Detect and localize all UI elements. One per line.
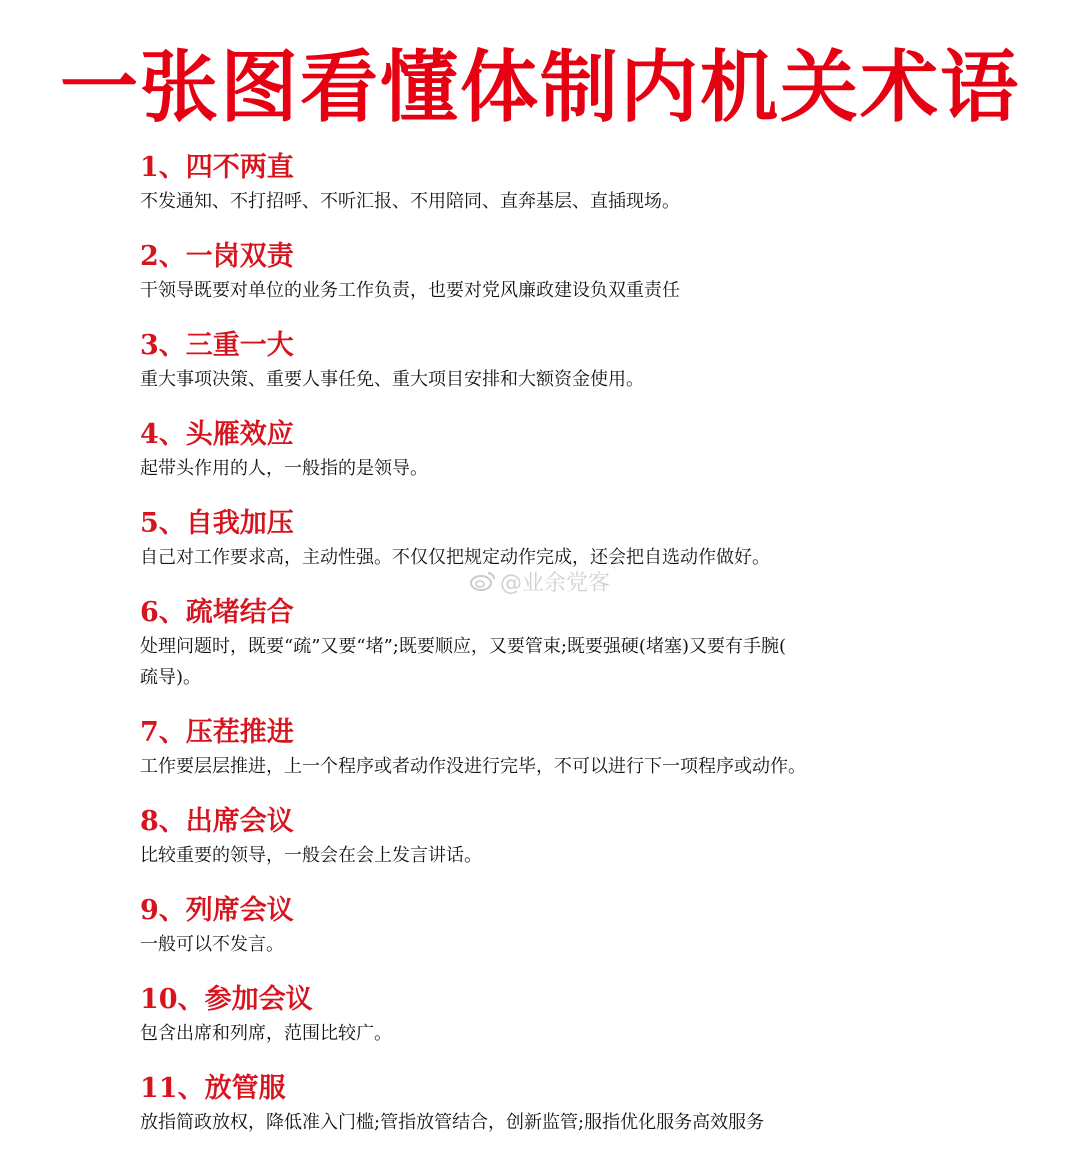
term-description: 重大事项决策、重要人事任免、重大项目安排和大额资金使用。 [140,369,644,390]
term-list [140,150,940,1151]
term-item [140,328,940,417]
term-description: 工作要层层推进，上一个程序或者动作没进行完毕，不可以进行下一项程序或动作。 [140,756,806,777]
page-title: 一张图看懂体制内机关术语 [59,43,1020,133]
term-heading: 3、三重一大 [140,330,294,361]
term-heading: 2、一岗双责 [140,241,294,272]
term-description: 自己对工作要求高，主动性强。不仅仅把规定动作完成，还会把自选动作做好。 [140,547,770,568]
term-description: 起带头作用的人，一般指的是领导。 [140,458,428,479]
term-heading: 6、疏堵结合 [140,597,294,628]
term-heading: 11、放管服 [140,1073,286,1104]
watermark [470,566,610,597]
term-heading: 10、参加会议 [140,984,313,1015]
term-heading: 7、压茬推进 [140,717,294,748]
term-item [140,982,940,1071]
term-heading: 1、四不两直 [140,152,294,183]
term-item [140,595,940,715]
term-heading: 4、头雁效应 [140,419,294,450]
term-description: 一般可以不发言。 [140,934,284,955]
term-description: 放指简政放权，降低准入门槛;管指放管结合，创新监管;服指优化服务高效服务 [140,1112,765,1133]
term-heading: 8、出席会议 [140,806,294,837]
term-heading: 5、自我加压 [140,508,294,539]
term-item [140,239,940,328]
term-item [140,417,940,506]
term-description: 处理问题时，既要“疏”又要“堵”;既要顺应，又要管束;既要强硬(堵塞)又要有手腕( 疏导)。 [140,636,787,688]
term-description: 比较重要的领导，一般会在会上发言讲话。 [140,845,482,866]
term-heading: 9、列席会议 [140,895,294,926]
term-description: 干领导既要对单位的业务工作负责，也要对党风廉政建设负双重责任 [140,280,680,301]
term-item [140,804,940,893]
term-description: 包含出席和列席，范围比较广。 [140,1023,392,1044]
term-item [140,715,940,804]
term-item [140,1071,940,1151]
watermark-text: @业余党客 [500,571,611,596]
term-item [140,150,940,239]
weibo-logo-icon [470,571,496,597]
term-description: 不发通知、不打招呼、不听汇报、不用陪同、直奔基层、直插现场。 [140,191,680,212]
term-item [140,893,940,982]
